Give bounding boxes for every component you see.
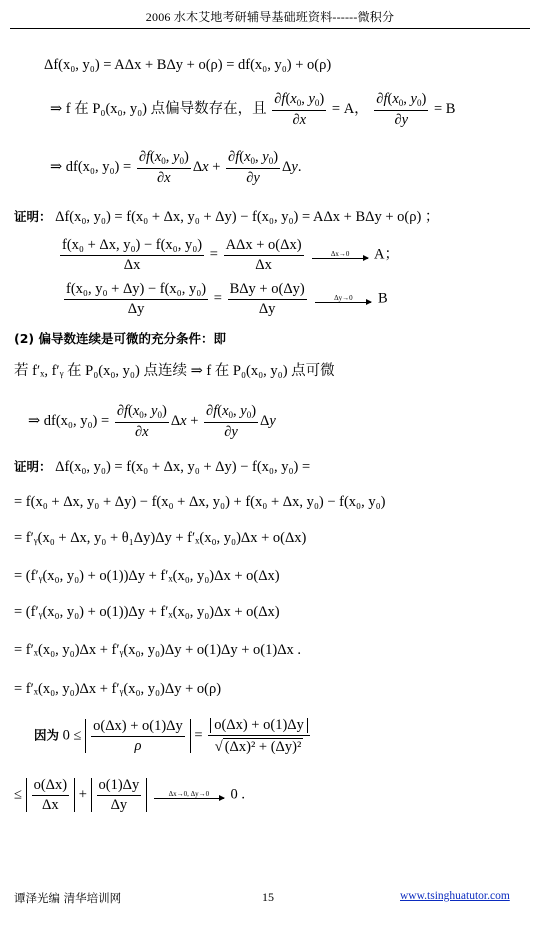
limit-arrow: Δx→0, Δy→0: [154, 791, 224, 799]
equation-limit-A: $\frac{\text{f(x₀ + Δx, y₀) − f(x₀, y₀)}}{\Delta x}$ = $\frac{\text{AΔx + o(Δx)}}{\Delta x}$ Δx→0 A；: [62, 237, 399, 273]
text: B: [377, 290, 388, 307]
step-3: = (f′ᵧ(x₀, y₀) + o(1))Δy + f′ₓ(x₀, y₀)Δx + o(Δx): [14, 568, 280, 584]
text: ≤: [14, 786, 22, 803]
text: = A，: [331, 101, 369, 118]
absolute-value: $\frac{o(1)\Delta y}{\Delta y}$: [91, 778, 148, 812]
fraction: $\frac{\partial f(x_0, y_0)}{\partial x}$: [274, 91, 325, 128]
limit-arrow: Δy→0: [315, 295, 371, 303]
absolute-value: $\frac{o(\Delta x)}{\Delta x}$: [26, 778, 75, 812]
absolute-value: $\frac{o(\Delta x) + o(1)\Delta y}{\rho}$: [85, 719, 191, 753]
fraction: $\frac{\partial f(x_0, y_0)}{\partial x}$: [116, 403, 167, 440]
fraction: $\frac{\partial f(x_0, y_0)}{\partial y}$: [206, 403, 257, 440]
proof-label: 证明：: [14, 459, 52, 474]
text: A；: [373, 246, 399, 263]
fraction: $\frac{\partial f(x_0, y_0)}{\partial x}$: [138, 149, 189, 186]
step-4: = (f′ᵧ(x₀, y₀) + o(1))Δy + f′ₓ(x₀, y₀)Δx + o(Δx): [14, 604, 280, 620]
limit-arrow: Δx→0: [312, 251, 368, 259]
footer-author: 谭泽光编 清华培训网: [14, 891, 122, 905]
section-heading: (2) 偏导数连续是可微的充分条件：即: [14, 331, 226, 346]
text: 0 ≤: [62, 727, 82, 744]
equation: Δf(x₀, y₀) = f(x₀ + Δx, y₀ + Δy) − f(x₀, y₀) =: [55, 459, 311, 475]
because-label: 因为: [34, 727, 60, 743]
sqrt: √ (Δx)² + (Δy)²: [214, 738, 302, 755]
proof-label: 证明：: [14, 209, 52, 224]
page-header: 2006 水木艾地考研辅导基础班资料------微积分: [145, 10, 395, 24]
final-limit-line: ≤ $\frac{o(\Delta x)}{\Delta x}$ + $\frac{o(1)\Delta y}{\Delta y}$ Δx→0, Δy→0 0 .: [14, 777, 245, 813]
page-number: 15: [262, 890, 274, 904]
fraction: $\frac{\partial f(x_0, y_0)}{\partial y}$: [228, 149, 279, 186]
step-1: = f(x₀ + Δx, y₀ + Δy) − f(x₀ + Δx, y₀) + f(x₀ + Δx, y₀) − f(x₀, y₀): [14, 494, 386, 510]
fraction: $\frac{\text{f(x₀, y₀ + Δy) − f(x₀, y₀)}}{\Delta y}$: [66, 281, 207, 317]
step-5: = f′ₓ(x₀, y₀)Δx + f′ᵧ(x₀, y₀)Δy + o(1)Δy + o(1)Δx .: [14, 642, 302, 658]
fraction: $\frac{\partial f(x_0, y_0)}{\partial y}$: [376, 91, 427, 128]
equation-total-differential: Δf(x₀, y₀) = AΔx + BΔy + o(ρ) = df(x₀, y₀) + o(ρ): [44, 57, 332, 73]
equation-partial-exist: [50, 92, 455, 128]
equation-df: ⇒ df(x₀, y₀) = $\frac{\partial f(x_0, y_0)}{\partial x}$ Δx + $\frac{\partial f(x_0, y_0)}{\partial y}$ Δy.: [50, 149, 302, 186]
condition-line: 若 f′ₓ, f′ᵧ 在 P₀(x₀, y₀) 点连续 ⇒ f 在 P₀(x₀, y₀) 点可微: [14, 363, 335, 379]
text: ⇒ df(x₀, y₀) =: [28, 413, 110, 430]
equation: Δf(x₀, y₀) = f(x₀ + Δx, y₀ + Δy) − f(x₀, y₀) = AΔx + BΔy + o(ρ) ；: [55, 209, 440, 225]
text: ⇒ f 在 P₀(x₀, y₀) 点偏导数存在，且: [50, 101, 267, 118]
equation-df-2: ⇒ df(x₀, y₀) = $\frac{\partial f(x_0, y_0)}{\partial x}$ Δx + $\frac{\partial f(x_0, y_0)}{\partial y}$ Δy: [28, 403, 276, 440]
text: ⇒ df(x₀, y₀) =: [50, 159, 132, 176]
fraction: $\frac{\text{f(x₀ + Δx, y₀) − f(x₀, y₀)}}{\Delta x}$: [62, 237, 203, 273]
equation-limit-B: $\frac{\text{f(x₀, y₀ + Δy) − f(x₀, y₀)}}{\Delta y}$ = $\frac{\text{BΔy + o(Δy)}}{\Delta y}$ Δy→0 B: [66, 281, 388, 317]
header-divider: [10, 28, 530, 29]
proof-2-line: [14, 460, 310, 475]
proof-1-line: [14, 210, 439, 225]
text: 0 .: [230, 786, 245, 803]
text: = B: [433, 101, 456, 118]
footer-url-link[interactable]: www.tsinghuatutor.com: [400, 890, 510, 902]
fraction: o(Δx) + o(1)Δy √ (Δx)² + (Δy)²: [208, 718, 310, 754]
inequality-line: 因为 0 ≤ $\frac{o(\Delta x) + o(1)\Delta y}{\rho}$ = o(Δx) + o(1)Δy √ (Δx)² + (Δy)²: [34, 718, 312, 754]
fraction: $\frac{\text{AΔx + o(Δx)}}{\Delta x}$: [225, 237, 302, 273]
step-2: = f′ᵧ(x₀ + Δx, y₀ + θ₁Δy)Δy + f′ₓ(x₀, y₀)Δx + o(Δx): [14, 530, 307, 546]
step-6: = f′ₓ(x₀, y₀)Δx + f′ᵧ(x₀, y₀)Δy + o(ρ): [14, 681, 222, 697]
fraction: $\frac{\text{BΔy + o(Δy)}}{\Delta y}$: [229, 281, 305, 317]
